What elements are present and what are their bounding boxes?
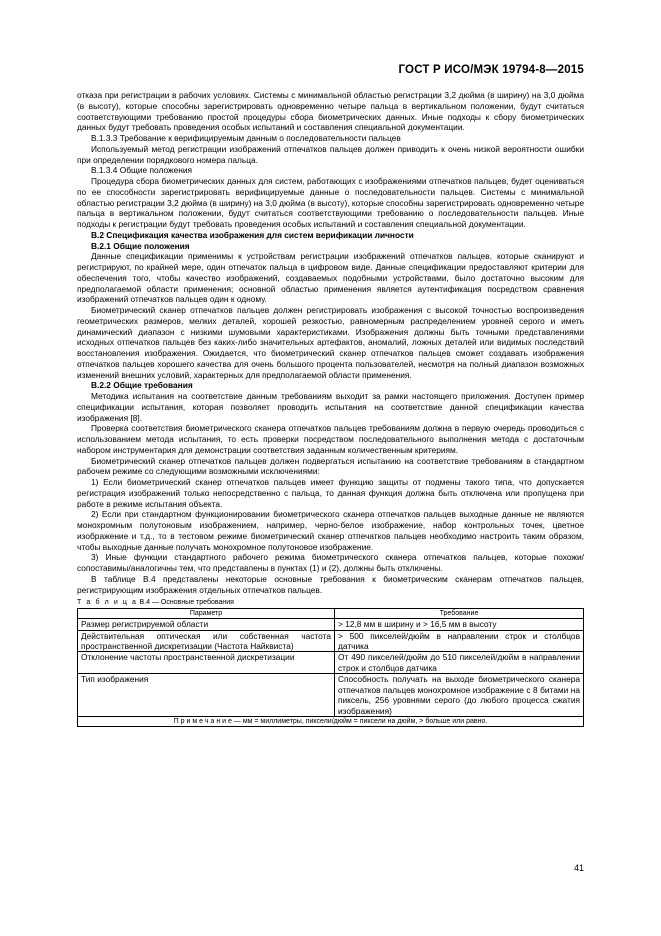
- table-cell-req: > 500 пикселей/дюйм в направлении строк и столбцов датчика: [335, 630, 584, 652]
- table-note: П р и м е ч а н и е — мм = миллиметры, пиксели/дюйм = пиксели на дюйм, > больше или равно.: [78, 716, 584, 726]
- document-body: [77, 90, 584, 727]
- table-cell-param: Отклонение частоты пространственной дискретизации: [78, 652, 335, 674]
- paragraph: В таблице В.4 представлены некоторые основные требования к биометрическим сканерам отпечатков пальцев, регистрирующим изображения отдельных отпечатков пальцев.: [77, 573, 584, 595]
- page-header-title: ГОСТ Р ИСО/МЭК 19794-8—2015: [398, 64, 584, 76]
- section-heading-bold: В.2 Спецификация качества изображения для систем верификации личности: [91, 229, 414, 240]
- page-number: 41: [573, 863, 584, 873]
- paragraph: Биометрический сканер отпечатков пальцев должен регистрировать изображения с высокой точностью воспроизведения геометрических размеров, мелких деталей, хорошей резкостью, равномерным распределением уровней серого и иметь динамический диапазон с низкими шумовыми характеристиками. Изображения должны быть точными представлениями исходных отпечатков пальцев без каких-либо значительных артефактов, аномалий, ложных деталей или видимых последствий восстановления изображения. Ожидается, что биометрический сканер отпечатков пальцев сможет создавать изображения отпечатков пальцев хорошего качества для очень большого процента пользователей, несмотря на полный диапазон возможных изменений внешних условий, характерных для предполагаемой области применения.: [77, 305, 584, 380]
- paragraph: Методика испытания на соответствие данным требованиям выходит за рамки настоящего приложения. Доступен пример спецификации испытания, которая позволяет проводить испытания на соответствие данной спецификации качества изображения [8].: [77, 391, 584, 423]
- section-heading-bold: В.2.1 Общие положения: [91, 240, 190, 251]
- paragraph: Биометрический сканер отпечатков пальцев должен подвергаться испытанию на соответствие требованиям в стандартном рабочем режиме со следующими возможными исключениями:: [77, 455, 584, 477]
- table-caption-prefix: Т а б л и ц а: [77, 599, 138, 607]
- column-header-requirement: Требование: [335, 609, 584, 619]
- table-cell-param: Действительная оптическая или собственная частота пространственной дискретизации (Частота Найквиста): [78, 630, 335, 652]
- table-caption: [77, 598, 584, 607]
- list-item: 3) Иные функции стандартного рабочего режима биометрического сканера отпечатков пальцев, которые похожи/сопоставимы/аналогичны тем, что представлены в пунктах (1) и (2), должны быть отключены.: [77, 552, 584, 573]
- paragraph: Проверка соответствия биометрического сканера отпечатков пальцев требованиям должна в первую очередь проводиться с использованием метода испытания, то есть проверки посредством последовательного выполнения метода с достаточным набором инструментария для демонстрации соответствия заданным количественным критериям.: [77, 423, 584, 455]
- table-cell-req: От 490 пикселей/дюйм до 510 пикселей/дюйм в направлении строк и столбцов датчика: [335, 652, 584, 674]
- requirements-table: [77, 608, 584, 727]
- table-cell-req: Способность получать на выходе биометрического сканера отпечатков пальцев монохромное изображение с 8 битами на пиксель, 256 уровнями серого (до любого процесса сжатия изображения): [335, 674, 584, 717]
- table-row: [78, 652, 584, 674]
- table-header-row: [78, 609, 584, 619]
- paragraph: отказа при регистрации в рабочих условиях. Системы с минимальной областью регистрации 3,2 дюйма (в ширину) на 3,0 дюйма (в высоту), которые способны зарегистрировать одновременно четыре пальца в вертикальном положении, будут считаться соответствующими требованию простой процедуры сбора биометрических данных. Иные подходы к сбору биометрических данных будут требовать проведения особых испытаний и составления специальной документации.: [77, 90, 584, 133]
- table-row: [78, 674, 584, 717]
- table-row: [78, 630, 584, 652]
- paragraph: Процедура сбора биометрических данных для систем, работающих с изображениями отпечатков пальцев, будет оцениваться по ее способности зарегистрировать верифицируемые данные о последовательности пальцев. Системы с минимальной областью регистрации 3,2 дюйма (в ширину) на 3,0 дюйма (в высоту), которые способны зарегистрировать одновременно четыре пальца в вертикальном положении, будут считаться соответствующими требованию о последовательности пальцев. Иные подходы к регистрации будут требовать проведения особых испытаний и составления специальной документации.: [77, 176, 584, 229]
- table-cell-req: > 12,8 мм в ширину и > 16,5 мм в высоту: [335, 619, 584, 630]
- table-row: [78, 619, 584, 630]
- column-header-parameter: Параметр: [78, 609, 335, 619]
- table-cell-param: Размер регистрируемой области: [78, 619, 335, 630]
- section-heading: В.1.3.3 Требование к верифицируемым данным о последовательности пальцев: [91, 133, 401, 143]
- table-note-row: [78, 716, 584, 726]
- paragraph: Используемый метод регистрации изображений отпечатков пальцев должен приводить к очень низкой вероятности ошибки при определении порядкового номера пальца.: [77, 143, 584, 165]
- section-heading: В.1.3.4 Общие положения: [91, 165, 193, 176]
- list-item: 1) Если биометрический сканер отпечатков пальцев имеет функцию защиты от подмены такого типа, что допускается регистрация изображений только непосредственно с пальца, то данная функция должна быть отключена или пропущена при работе в режиме испытания объекта.: [77, 477, 584, 509]
- list-item: 2) Если при стандартном функционировании биометрического сканера отпечатков пальцев выходные данные не являются монохромным полутоновым изображением, например, черно-белое изображение, набор контрольных точек, цветное изображение и т.д., то в тестовом режиме биометрический сканер отпечатков пальцев необходимо настроить таким образом, чтобы выходные данные получать монохромное полутоновое изображение.: [77, 509, 584, 552]
- paragraph: Данные спецификации применимы к устройствам регистрации изображений отпечатков пальцев, которые сканируют и регистрируют, по крайней мере, один отпечаток пальца в цифровом виде. Данные спецификации предоставляют критерии для обеспечения того, чтобы качество изображений, создаваемых подобными устройствами, было достаточно высоким для предполагаемой области применения; основной областью применения является аутентификация посредством сравнения изображений отпечатков пальцев один к одному.: [77, 251, 584, 305]
- table-cell-param: Тип изображения: [78, 674, 335, 717]
- section-heading-bold: В.2.2 Общие требования: [91, 380, 193, 391]
- table-caption-text: В.4 — Основные требования: [139, 599, 234, 607]
